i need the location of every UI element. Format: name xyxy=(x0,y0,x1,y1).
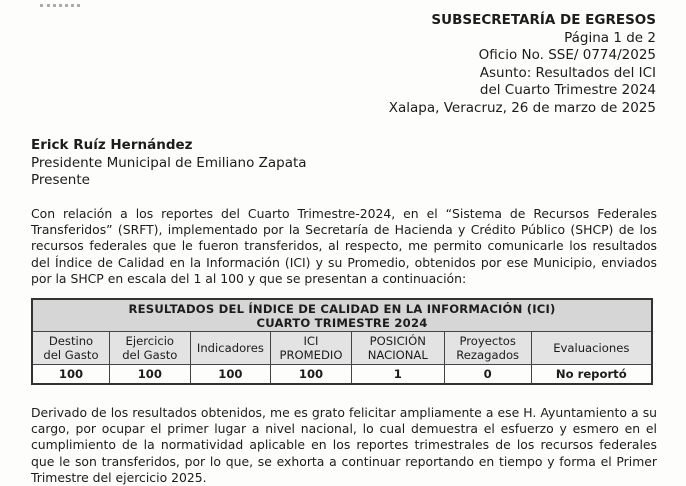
addressee-title: Presidente Municipal de Emiliano Zapata xyxy=(31,154,307,171)
table-cell: 100 xyxy=(271,365,352,385)
logo-fragment xyxy=(40,0,80,7)
addressee-block xyxy=(31,137,307,190)
closing-paragraph: Derivado de los resultados obtenidos, me es grato felicitar ampliamente a ese H. Ayuntamiento a su cargo, por ocupar el primer lugar a nivel nacional, lo cual demuestra el esfuerzo y esmero en el cumplimiento de la normatividad aplicable en los reportes trimestrales de los recursos federales que le son transferidos, por lo que, se exhorta a continuar reportando en tiempo y forma el Primer Trimestre del ejercicio 2025. xyxy=(31,405,657,485)
subject-line-1: Asunto: Resultados del ICI xyxy=(479,64,656,81)
column-header: Destino del Gasto xyxy=(32,332,110,365)
intro-paragraph: Con relación a los reportes del Cuarto Trimestre-2024, en el “Sistema de Recursos Federales Transferidos” (SRFT), implementado por la Secretaría de Hacienda y Crédito Público (SHCP) de los recursos federales que le fueron transferidos, al respecto, me permito comunicarle los resultados del Índice de Calidad en la Información (ICI) y su Promedio, obtenidos por ese Municipio, enviados por la SHCP en escala del 1 al 100 y que se presentan a continuación: xyxy=(31,206,657,286)
place-date: Xalapa, Veracruz, 26 de marzo de 2025 xyxy=(388,99,656,116)
table-cell: 0 xyxy=(444,365,531,385)
letter-header xyxy=(296,12,656,117)
table-title-line-2: CUARTO TRIMESTRE 2024 xyxy=(256,316,428,330)
results-table xyxy=(31,298,653,385)
column-header: ICI PROMEDIO xyxy=(271,332,352,365)
table-title xyxy=(32,299,652,332)
column-header: Ejercicio del Gasto xyxy=(110,332,191,365)
column-header: POSICIÓN NACIONAL xyxy=(351,332,444,365)
subject-line-2: del Cuarto Trimestre 2024 xyxy=(479,82,656,98)
greeting: Presente xyxy=(31,172,90,188)
table-cell: 1 xyxy=(351,365,444,385)
page-number: Página 1 de 2 xyxy=(564,29,656,46)
oficio-number: Oficio No. SSE/ 0774/2025 xyxy=(478,47,656,63)
column-header: Evaluaciones xyxy=(531,332,652,365)
results-table-container xyxy=(31,298,653,385)
table-title-line-1: RESULTADOS DEL ÍNDICE DE CALIDAD EN LA INFORMACIÓN (ICI) xyxy=(128,302,556,316)
addressee-name: Erick Ruíz Hernández xyxy=(31,137,193,153)
office-name: SUBSECRETARÍA DE EGRESOS xyxy=(431,12,656,28)
table-cell: 100 xyxy=(110,365,191,385)
column-header: Indicadores xyxy=(190,332,271,365)
table-cell: 100 xyxy=(190,365,271,385)
table-row xyxy=(32,365,652,385)
table-cell: No reportó xyxy=(531,365,652,385)
table-cell: 100 xyxy=(32,365,110,385)
column-header: Proyectos Rezagados xyxy=(444,332,531,365)
